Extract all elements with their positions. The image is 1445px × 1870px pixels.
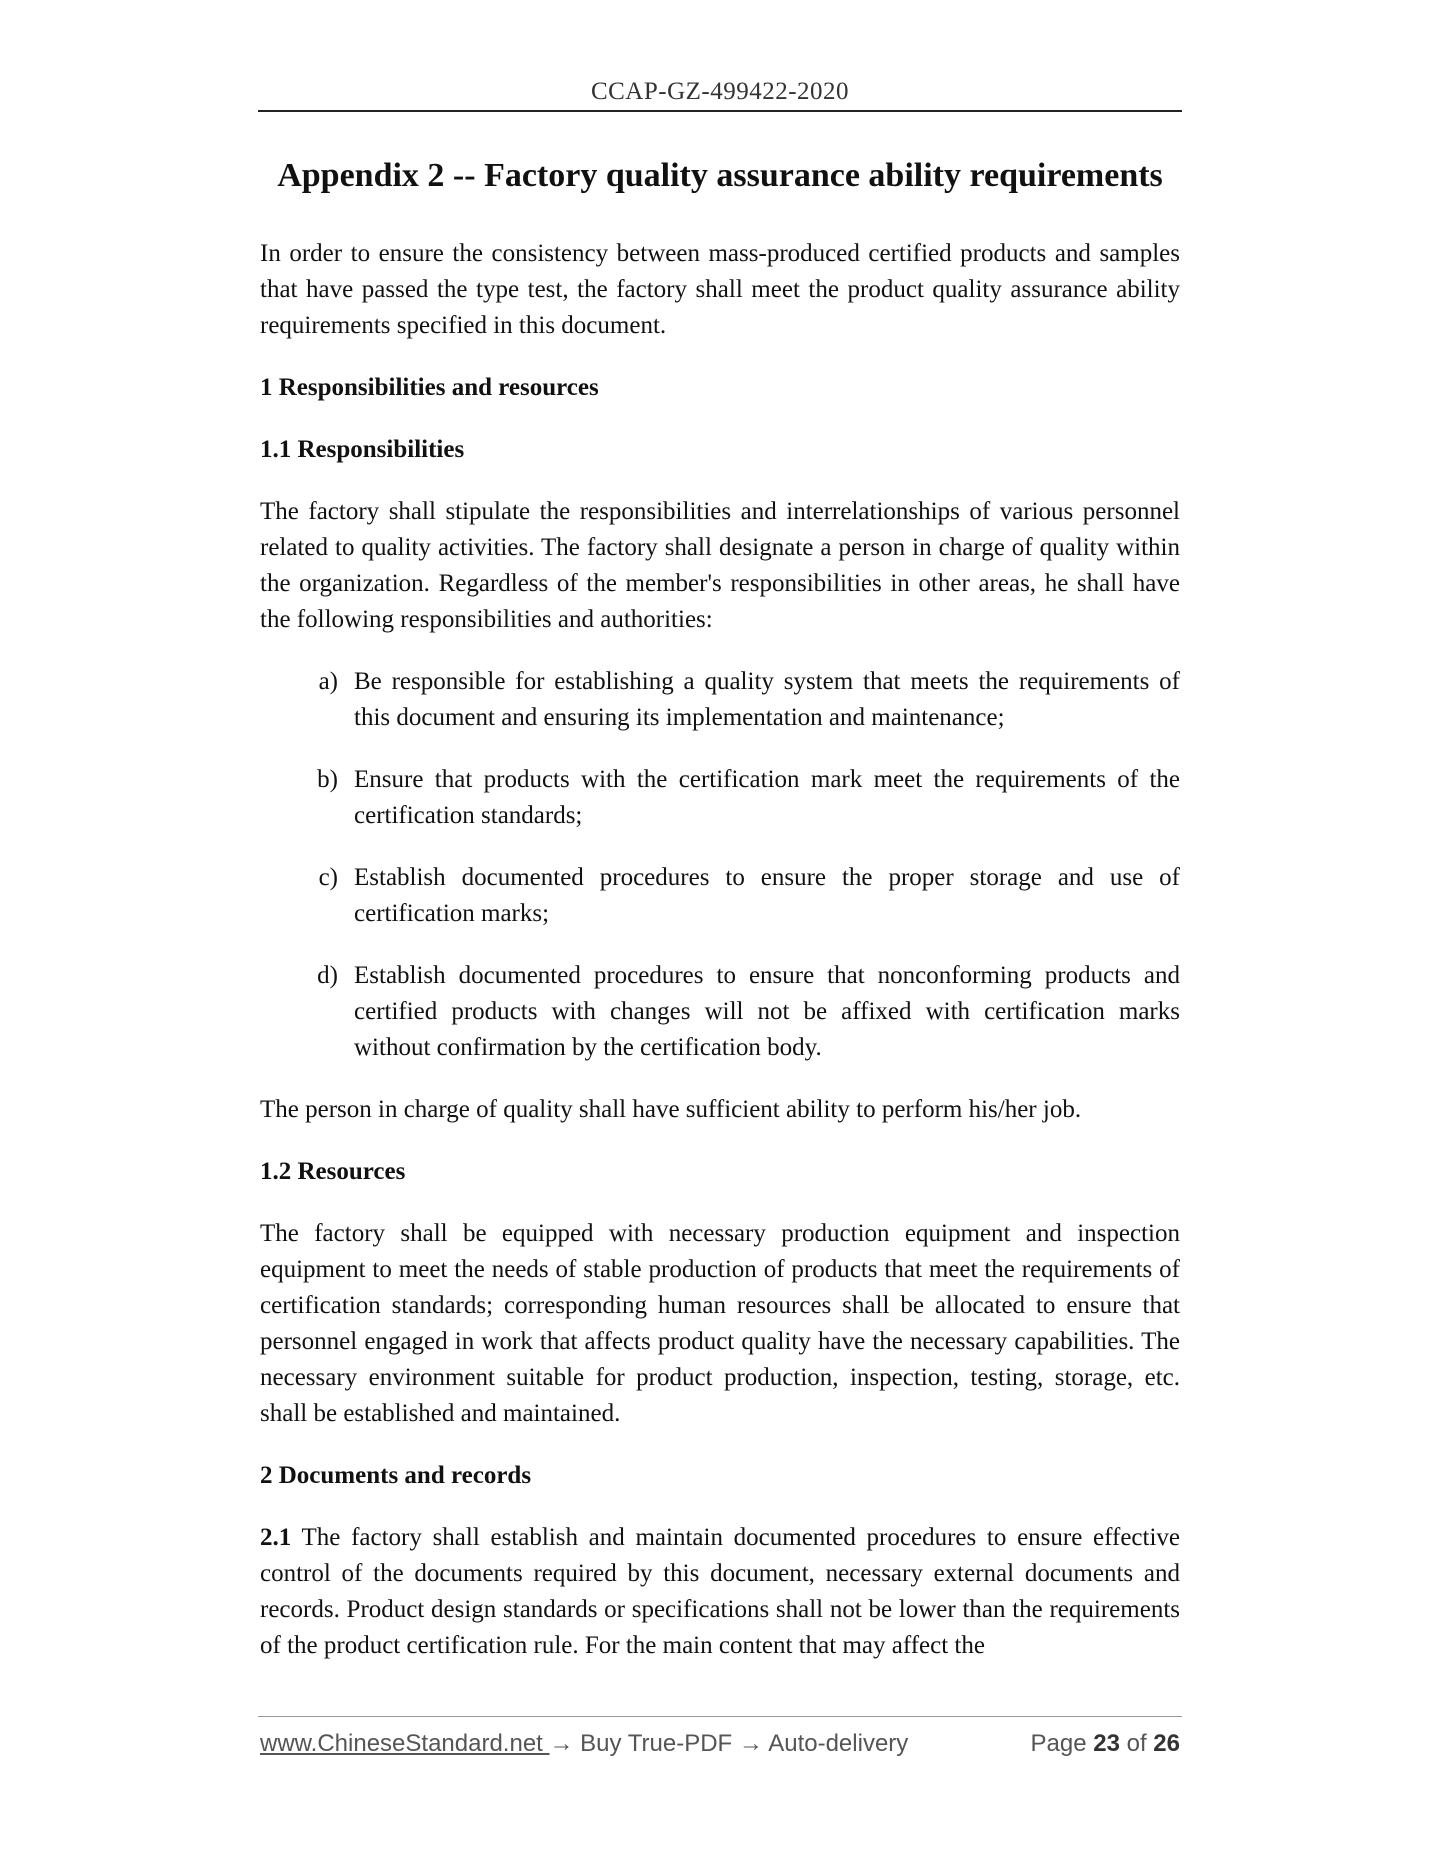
header-divider [258, 110, 1182, 112]
section-1-1-closing: The person in charge of quality shall have sufficient ability to perform his/her job. [260, 1096, 1082, 1123]
list-item [260, 664, 1180, 736]
list-item [260, 860, 1180, 932]
page-current: 23 [1093, 1730, 1120, 1757]
section-2-1-paragraph [260, 1520, 1180, 1664]
list-text: Establish documented procedures to ensure the proper storage and use of certification marks; [354, 864, 1180, 927]
footer-tagline-end: Auto-delivery [762, 1730, 909, 1757]
section-1-2-body: The factory shall be equipped with necessary production equipment and inspection equipment to meet the needs of stable production of products that meet the requirements of certification standards; corresponding human resources shall be allocated to ensure that personnel engaged in work that affects product quality have the necessary capabilities. The necessary environment suitable for product production, inspection, testing, storage, etc. shall be established and maintained. [260, 1220, 1180, 1427]
arrow-right-icon: → [738, 1730, 763, 1757]
section-1-1-heading: 1.1 Responsibilities [260, 436, 465, 463]
footer-tagline: Buy True-PDF [573, 1730, 739, 1757]
clause-text: The factory shall establish and maintain documented procedures to ensure effective control of the documents required by this document, necessary external documents and records. Product design standards or specifications shall not be lower than the requirements of the product certification rule. For the main content that may affect the [260, 1524, 1180, 1659]
page-label: Page [1030, 1730, 1087, 1757]
section-1-2-heading: 1.2 Resources [260, 1158, 406, 1185]
page-number [1031, 1730, 1181, 1758]
section-2-heading: 2 Documents and records [260, 1462, 532, 1489]
page-title: Appendix 2 -- Factory quality assurance ability requirements [277, 157, 1163, 194]
page-total: 26 [1153, 1730, 1180, 1757]
intro-paragraph: In order to ensure the consistency between mass-produced certified products and samples that have passed the type test, the factory shall meet the product quality assurance ability requirements specified in this document. [260, 240, 1180, 339]
page-header-doc-code: CCAP-GZ-499422-2020 [590, 78, 850, 105]
clause-number: 2.1 [260, 1524, 292, 1551]
list-marker: b) [317, 766, 338, 793]
page-footer [260, 1730, 1180, 1758]
page-of: of [1126, 1730, 1147, 1757]
page-content [260, 154, 1180, 1690]
arrow-right-icon: → [549, 1730, 574, 1757]
footer-left [260, 1730, 908, 1758]
list-text: Ensure that products with the certification mark meet the requirements of the certification standards; [354, 766, 1180, 829]
list-marker: a) [318, 668, 338, 695]
list-item [260, 958, 1180, 1066]
list-marker: c) [318, 864, 338, 891]
list-text: Establish documented procedures to ensure that nonconforming products and certified products with changes will not be affixed with certification marks without confirmation by the certification body. [354, 962, 1180, 1061]
footer-divider [258, 1716, 1182, 1717]
list-text: Be responsible for establishing a quality system that meets the requirements of this document and ensuring its implementation and maintenance; [354, 668, 1180, 731]
section-1-1-body: The factory shall stipulate the responsibilities and interrelationships of various personnel related to quality activities. The factory shall designate a person in charge of quality within the organization. Regardless of the member's responsibilities in other areas, he shall have the following responsibilities and authorities: [260, 498, 1180, 633]
chinesestandard-link[interactable]: www.ChineseStandard.net [260, 1730, 550, 1757]
list-item [260, 762, 1180, 834]
list-marker: d) [317, 962, 338, 989]
section-1-heading: 1 Responsibilities and resources [260, 374, 599, 401]
